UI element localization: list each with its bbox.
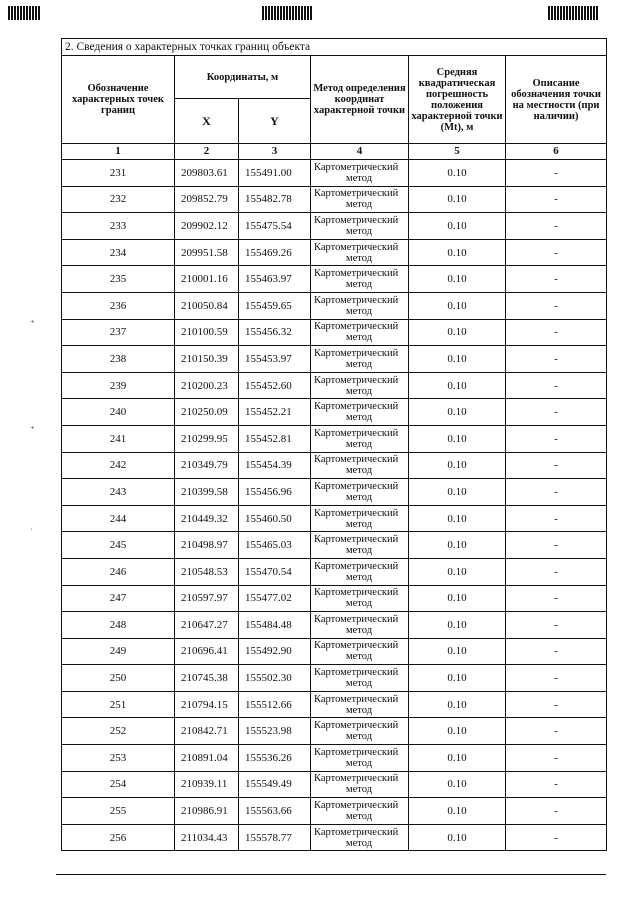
accuracy-cell: 0.10	[409, 292, 506, 319]
method-line-2: метод	[346, 465, 373, 477]
header-description: Описание обозначения точки на местности (при наличии)	[506, 56, 607, 144]
method-line-1: Картометрический	[314, 427, 399, 439]
method-line-1: Картометрический	[314, 693, 399, 705]
point-number-cell: 242	[62, 452, 175, 479]
method-cell	[311, 612, 409, 639]
y-coordinate-cell: 155482.78	[239, 186, 311, 213]
method-line-2: метод	[346, 332, 373, 344]
method-line-1: Картометрический	[314, 214, 399, 226]
method-cell	[311, 425, 409, 452]
table-row	[62, 213, 607, 240]
header-y: Y	[239, 99, 311, 144]
point-number-cell: 234	[62, 239, 175, 266]
method-line-1: Картометрический	[314, 534, 399, 546]
method-line-2: метод	[346, 545, 373, 557]
description-cell: -	[506, 505, 607, 532]
section-title: 2. Сведения о характерных точках границ объекта	[62, 39, 607, 56]
method-line-1: Картометрический	[314, 746, 399, 758]
description-cell: -	[506, 292, 607, 319]
accuracy-cell: 0.10	[409, 452, 506, 479]
accuracy-cell: 0.10	[409, 399, 506, 426]
description-cell: -	[506, 585, 607, 612]
method-cell	[311, 691, 409, 718]
point-number-cell: 255	[62, 798, 175, 825]
table-row	[62, 479, 607, 506]
column-number: 5	[409, 144, 506, 160]
accuracy-cell: 0.10	[409, 372, 506, 399]
method-line-1: Картометрический	[314, 454, 399, 466]
y-coordinate-cell: 155465.03	[239, 532, 311, 559]
description-cell: -	[506, 691, 607, 718]
x-coordinate-cell: 210100.59	[175, 319, 239, 346]
x-coordinate-cell: 210150.39	[175, 346, 239, 373]
method-cell	[311, 399, 409, 426]
method-cell	[311, 745, 409, 772]
method-line-1: Картометрический	[314, 773, 399, 785]
method-line-1: Картометрический	[314, 800, 399, 812]
method-cell	[311, 452, 409, 479]
description-cell: -	[506, 452, 607, 479]
table-row	[62, 798, 607, 825]
point-number-cell: 252	[62, 718, 175, 745]
method-line-2: метод	[346, 624, 373, 636]
description-cell: -	[506, 771, 607, 798]
description-cell: -	[506, 160, 607, 187]
x-coordinate-cell: 210200.23	[175, 372, 239, 399]
x-coordinate-cell: 210548.53	[175, 558, 239, 585]
table-row	[62, 292, 607, 319]
y-coordinate-cell: 155502.30	[239, 665, 311, 692]
x-coordinate-cell: 210449.32	[175, 505, 239, 532]
table-row	[62, 691, 607, 718]
method-line-2: метод	[346, 172, 373, 184]
x-coordinate-cell: 210794.15	[175, 691, 239, 718]
method-line-2: метод	[346, 491, 373, 503]
bottom-rule	[56, 874, 606, 875]
accuracy-cell: 0.10	[409, 505, 506, 532]
y-coordinate-cell: 155578.77	[239, 824, 311, 851]
method-line-1: Картометрический	[314, 507, 399, 519]
method-line-2: метод	[346, 225, 373, 237]
table-row	[62, 319, 607, 346]
method-line-2: метод	[346, 704, 373, 716]
scan-speck: ⁺	[30, 424, 35, 434]
table-row	[62, 160, 607, 187]
accuracy-cell: 0.10	[409, 239, 506, 266]
table-row	[62, 186, 607, 213]
method-line-2: метод	[346, 385, 373, 397]
method-line-1: Картометрический	[314, 401, 399, 413]
point-number-cell: 241	[62, 425, 175, 452]
x-coordinate-cell: 209803.61	[175, 160, 239, 187]
method-line-1: Картометрический	[314, 720, 399, 732]
description-cell: -	[506, 558, 607, 585]
method-cell	[311, 505, 409, 532]
accuracy-cell: 0.10	[409, 718, 506, 745]
x-coordinate-cell: 210498.97	[175, 532, 239, 559]
table-row	[62, 505, 607, 532]
column-number: 2	[175, 144, 239, 160]
y-coordinate-cell: 155492.90	[239, 638, 311, 665]
x-coordinate-cell: 210001.16	[175, 266, 239, 293]
x-coordinate-cell: 210891.04	[175, 745, 239, 772]
description-cell: -	[506, 319, 607, 346]
method-line-2: метод	[346, 571, 373, 583]
method-cell	[311, 718, 409, 745]
x-coordinate-cell: 211034.43	[175, 824, 239, 851]
header-x: X	[175, 99, 239, 144]
scan-marks-middle	[262, 6, 312, 20]
y-coordinate-cell: 155469.26	[239, 239, 311, 266]
table-row	[62, 638, 607, 665]
x-coordinate-cell: 210399.58	[175, 479, 239, 506]
point-number-cell: 250	[62, 665, 175, 692]
y-coordinate-cell: 155456.96	[239, 479, 311, 506]
method-line-1: Картометрический	[314, 347, 399, 359]
x-coordinate-cell: 209852.79	[175, 186, 239, 213]
x-coordinate-cell: 210299.95	[175, 425, 239, 452]
table-row	[62, 824, 607, 851]
table-row	[62, 745, 607, 772]
method-line-2: метод	[346, 757, 373, 769]
point-number-cell: 237	[62, 319, 175, 346]
point-number-cell: 235	[62, 266, 175, 293]
method-cell	[311, 319, 409, 346]
method-cell	[311, 665, 409, 692]
table-row	[62, 452, 607, 479]
method-cell	[311, 266, 409, 293]
column-number: 3	[239, 144, 311, 160]
method-line-1: Картометрический	[314, 640, 399, 652]
header-coordinates: Координаты, м	[175, 56, 311, 99]
accuracy-cell: 0.10	[409, 665, 506, 692]
table-row	[62, 718, 607, 745]
method-line-1: Картометрический	[314, 161, 399, 173]
description-cell: -	[506, 638, 607, 665]
x-coordinate-cell: 210939.11	[175, 771, 239, 798]
y-coordinate-cell: 155452.81	[239, 425, 311, 452]
scan-speck: ˌ	[30, 520, 33, 530]
y-coordinate-cell: 155523.98	[239, 718, 311, 745]
method-cell	[311, 479, 409, 506]
description-cell: -	[506, 239, 607, 266]
method-cell	[311, 239, 409, 266]
accuracy-cell: 0.10	[409, 691, 506, 718]
description-cell: -	[506, 718, 607, 745]
accuracy-cell: 0.10	[409, 160, 506, 187]
y-coordinate-cell: 155477.02	[239, 585, 311, 612]
method-cell	[311, 798, 409, 825]
y-coordinate-cell: 155452.21	[239, 399, 311, 426]
point-number-cell: 247	[62, 585, 175, 612]
method-line-1: Картометрический	[314, 268, 399, 280]
method-line-2: метод	[346, 252, 373, 264]
description-cell: -	[506, 745, 607, 772]
x-coordinate-cell: 210842.71	[175, 718, 239, 745]
table-row	[62, 665, 607, 692]
y-coordinate-cell: 155459.65	[239, 292, 311, 319]
method-cell	[311, 160, 409, 187]
y-coordinate-cell: 155563.66	[239, 798, 311, 825]
x-coordinate-cell: 209902.12	[175, 213, 239, 240]
y-coordinate-cell: 155456.32	[239, 319, 311, 346]
table-row	[62, 612, 607, 639]
scan-speck: ⁺	[30, 318, 35, 328]
x-coordinate-cell: 210745.38	[175, 665, 239, 692]
x-coordinate-cell: 210250.09	[175, 399, 239, 426]
accuracy-cell: 0.10	[409, 771, 506, 798]
accuracy-cell: 0.10	[409, 479, 506, 506]
y-coordinate-cell: 155460.50	[239, 505, 311, 532]
description-cell: -	[506, 532, 607, 559]
description-cell: -	[506, 266, 607, 293]
method-line-2: метод	[346, 199, 373, 211]
point-number-cell: 246	[62, 558, 175, 585]
method-line-1: Картометрический	[314, 613, 399, 625]
method-line-1: Картометрический	[314, 560, 399, 572]
table-row	[62, 558, 607, 585]
y-coordinate-cell: 155454.39	[239, 452, 311, 479]
method-cell	[311, 292, 409, 319]
table-row	[62, 239, 607, 266]
table-row	[62, 372, 607, 399]
method-line-2: метод	[346, 731, 373, 743]
description-cell: -	[506, 425, 607, 452]
x-coordinate-cell: 210050.84	[175, 292, 239, 319]
point-number-cell: 232	[62, 186, 175, 213]
point-number-cell: 238	[62, 346, 175, 373]
table-row	[62, 585, 607, 612]
description-cell: -	[506, 612, 607, 639]
method-cell	[311, 558, 409, 585]
point-number-cell: 254	[62, 771, 175, 798]
y-coordinate-cell: 155536.26	[239, 745, 311, 772]
accuracy-cell: 0.10	[409, 798, 506, 825]
point-number-cell: 248	[62, 612, 175, 639]
point-number-cell: 236	[62, 292, 175, 319]
table-row	[62, 399, 607, 426]
description-cell: -	[506, 399, 607, 426]
accuracy-cell: 0.10	[409, 745, 506, 772]
x-coordinate-cell: 210986.91	[175, 798, 239, 825]
method-line-2: метод	[346, 837, 373, 849]
method-line-1: Картометрический	[314, 321, 399, 333]
description-cell: -	[506, 346, 607, 373]
method-cell	[311, 638, 409, 665]
method-line-1: Картометрический	[314, 480, 399, 492]
accuracy-cell: 0.10	[409, 266, 506, 293]
y-coordinate-cell: 155463.97	[239, 266, 311, 293]
header-method: Метод определения координат характерной точки	[311, 56, 409, 144]
y-coordinate-cell: 155484.48	[239, 612, 311, 639]
x-coordinate-cell: 210647.27	[175, 612, 239, 639]
accuracy-cell: 0.10	[409, 824, 506, 851]
y-coordinate-cell: 155475.54	[239, 213, 311, 240]
point-number-cell: 249	[62, 638, 175, 665]
description-cell: -	[506, 213, 607, 240]
y-coordinate-cell: 155491.00	[239, 160, 311, 187]
method-line-1: Картометрический	[314, 294, 399, 306]
y-coordinate-cell: 155549.49	[239, 771, 311, 798]
x-coordinate-cell: 210349.79	[175, 452, 239, 479]
boundary-points-table	[61, 38, 607, 851]
point-number-cell: 256	[62, 824, 175, 851]
method-line-2: метод	[346, 784, 373, 796]
method-line-2: метод	[346, 279, 373, 291]
point-number-cell: 239	[62, 372, 175, 399]
accuracy-cell: 0.10	[409, 346, 506, 373]
y-coordinate-cell: 155470.54	[239, 558, 311, 585]
method-cell	[311, 771, 409, 798]
accuracy-cell: 0.10	[409, 425, 506, 452]
method-line-2: метод	[346, 651, 373, 663]
x-coordinate-cell: 210597.97	[175, 585, 239, 612]
method-cell	[311, 346, 409, 373]
description-cell: -	[506, 824, 607, 851]
y-coordinate-cell: 155453.97	[239, 346, 311, 373]
description-cell: -	[506, 479, 607, 506]
point-number-cell: 251	[62, 691, 175, 718]
description-cell: -	[506, 665, 607, 692]
method-line-1: Картометрический	[314, 241, 399, 253]
point-number-cell: 240	[62, 399, 175, 426]
x-coordinate-cell: 210696.41	[175, 638, 239, 665]
accuracy-cell: 0.10	[409, 585, 506, 612]
scan-marks-left	[8, 6, 40, 20]
point-number-cell: 245	[62, 532, 175, 559]
accuracy-cell: 0.10	[409, 612, 506, 639]
description-cell: -	[506, 186, 607, 213]
y-coordinate-cell: 155452.60	[239, 372, 311, 399]
accuracy-cell: 0.10	[409, 558, 506, 585]
method-cell	[311, 186, 409, 213]
header-point-designation: Обозначение характерных точек границ	[62, 56, 175, 144]
table-row	[62, 532, 607, 559]
point-number-cell: 244	[62, 505, 175, 532]
description-cell: -	[506, 798, 607, 825]
table-row	[62, 771, 607, 798]
method-line-1: Картометрический	[314, 667, 399, 679]
header-accuracy: Средняя квадратическая погрешность положения характерной точки (Mt), м	[409, 56, 506, 144]
method-cell	[311, 372, 409, 399]
point-number-cell: 231	[62, 160, 175, 187]
table-row	[62, 266, 607, 293]
column-number-row	[62, 144, 607, 160]
column-number: 6	[506, 144, 607, 160]
table-row	[62, 346, 607, 373]
method-cell	[311, 213, 409, 240]
method-line-2: метод	[346, 358, 373, 370]
method-line-1: Картометрический	[314, 374, 399, 386]
method-cell	[311, 824, 409, 851]
scan-marks-right	[548, 6, 598, 20]
method-line-2: метод	[346, 598, 373, 610]
method-cell	[311, 532, 409, 559]
column-number: 1	[62, 144, 175, 160]
accuracy-cell: 0.10	[409, 319, 506, 346]
method-line-1: Картометрический	[314, 587, 399, 599]
accuracy-cell: 0.10	[409, 532, 506, 559]
point-number-cell: 233	[62, 213, 175, 240]
method-line-2: метод	[346, 305, 373, 317]
method-line-2: метод	[346, 518, 373, 530]
method-line-1: Картометрический	[314, 188, 399, 200]
x-coordinate-cell: 209951.58	[175, 239, 239, 266]
method-cell	[311, 585, 409, 612]
method-line-2: метод	[346, 412, 373, 424]
method-line-2: метод	[346, 811, 373, 823]
method-line-2: метод	[346, 678, 373, 690]
accuracy-cell: 0.10	[409, 213, 506, 240]
accuracy-cell: 0.10	[409, 186, 506, 213]
description-cell: -	[506, 372, 607, 399]
column-number: 4	[311, 144, 409, 160]
accuracy-cell: 0.10	[409, 638, 506, 665]
method-line-2: метод	[346, 438, 373, 450]
point-number-cell: 243	[62, 479, 175, 506]
method-line-1: Картометрический	[314, 826, 399, 838]
point-number-cell: 253	[62, 745, 175, 772]
y-coordinate-cell: 155512.66	[239, 691, 311, 718]
table-row	[62, 425, 607, 452]
